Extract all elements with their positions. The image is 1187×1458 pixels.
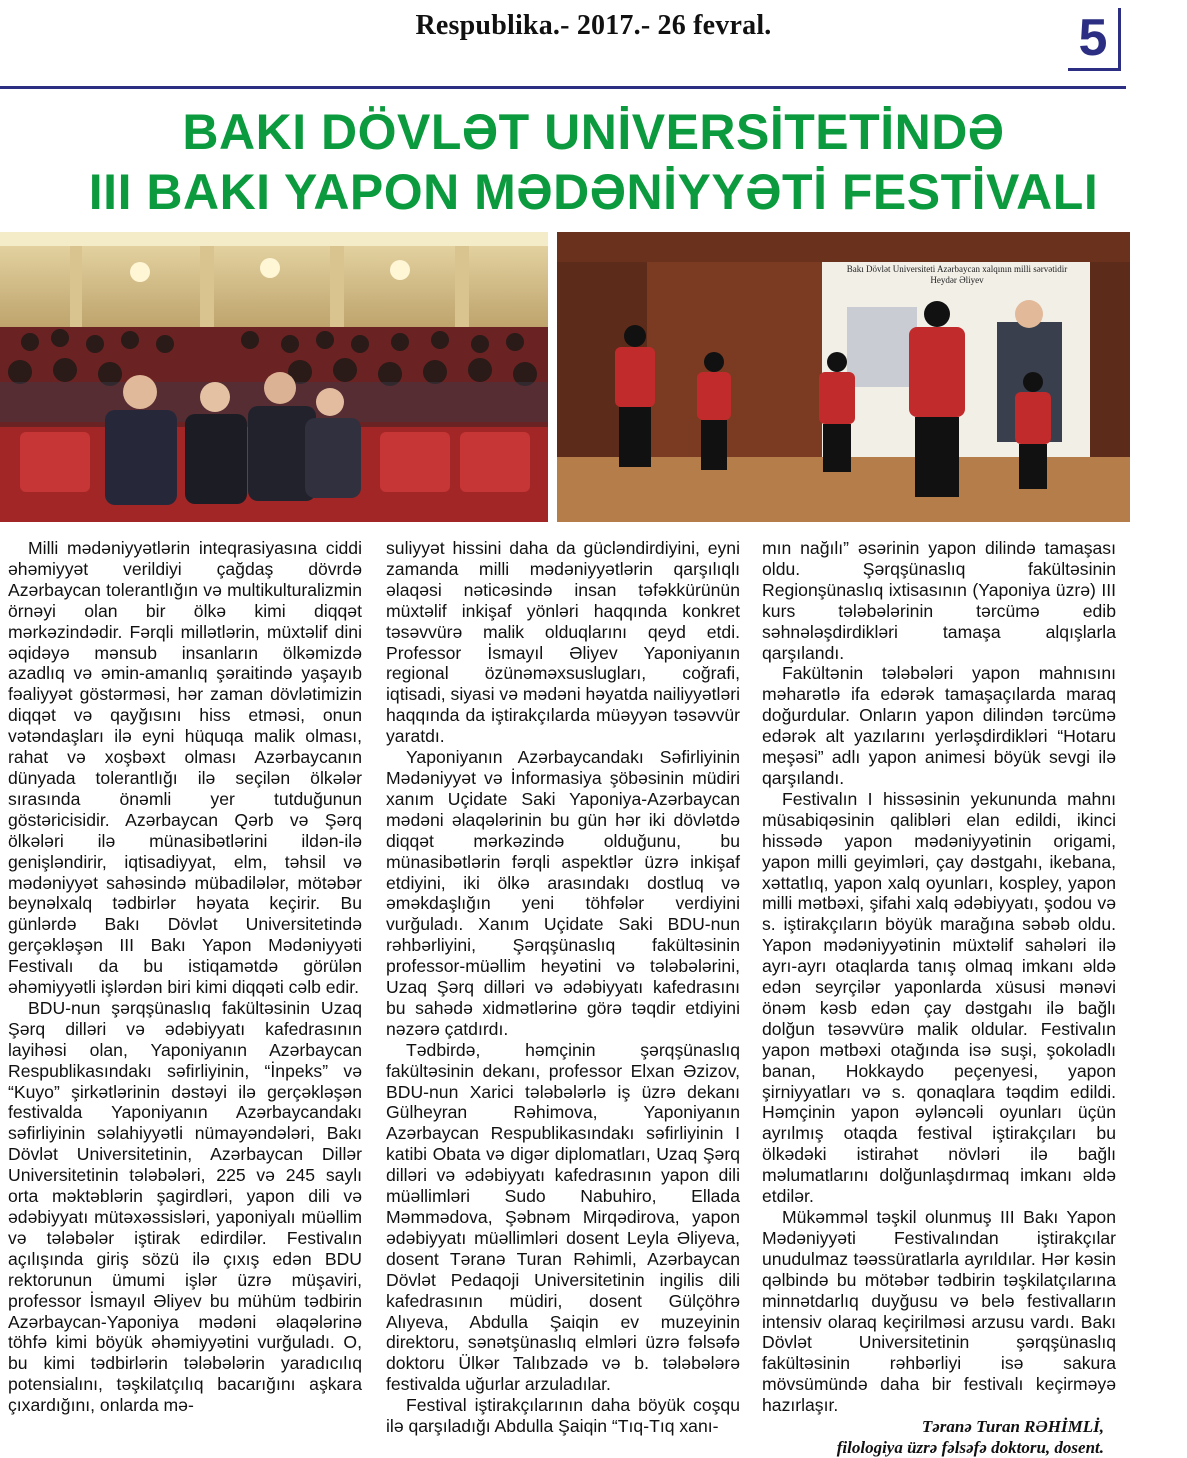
author-name: Təranə Turan RƏHİMLİ, <box>921 1417 1104 1437</box>
headline-line-2: III BAKI YAPON MƏDƏNİYYƏTİ FESTİVALI <box>88 164 1099 220</box>
author-title: filologiya üzrə fəlsəfə doktoru, dosent. <box>836 1438 1104 1458</box>
paragraph: Tədbirdə, həmçinin şərqşünaslıq fakültəsinin dekanı, professor Elxan Əzizov, BDU-nun Xarici tələbələrlə iş üzrə dekanı Gülheyran Rəhimova, Yaponiyanın Azərbaycan Respublikasındakı səfirliyinin I katibi Obata və digər diplomatları, Uzaq Şərq dilləri və ədəbiyyatı kafedrasının yapon dili müəllimləri Sudo Nabuhiro, Ellada Məmmədova, Şəbnəm Mirqədirova, yapon ədəbiyyatı müəllimləri dosent Leyla Əliyeva, dosent Təranə Turan Rəhimli, Azərbaycan Dövlət Pedaqoji Universitetinin ingilis dili kafedrasının müdiri, dosent Gülçöhrə Alıyeva, Abdulla Şaiqin ev muzeyinin direktoru, sənətşünaslıq elmləri üzrə fəlsəfə doktoru Ülkər Talıbzadə və b. tələbələrə festivalda uğurlar arzuladılar. <box>386 1039 740 1395</box>
article-column-3 <box>762 538 1116 1458</box>
paragraph: Festivalın I hissəsinin yekununda mahnı müsabiqəsinin qalibləri elan edildi, ikinci hissədə yapon mədəniyyətinin origami, yapon milli geyimləri, çay dəstgahı, ikebana, xəttatlıq, yapon xalq oyunları, kospley, yapon milli mətbəxi, şifahi xalq ədəbiyyatı, şodou və s. iştirakçıların böyük marağına səbəb oldu. Yapon mədəniyyətinin müxtəlif sahələri ilə ayrı-ayrı otaqlarda tanış olmaq imkanı əldə edən seyrçilər yaponlarda xüsusi mənəvi önəm kəsb edən çay dəstgahı ilə bağlı dolğun təsəvvürə malik oldular. Festivalın yapon mətbəxi otağında isə suşi, şokoladlı banan, Hokkaydo peçenyesi, yapon şirniyyatları və s. qonaqlara təqdim edildi. Həmçinin yapon əyləncəli oyunları üçün ayrılmış otaqda festival iştirakçıları bu ölkədəki istirahət növləri ilə bağlı məlumatlarını dolğunlaşdırmaq imkanı əldə etdilər. <box>762 788 1116 1207</box>
paragraph: Milli mədəniyyətlərin inteqrasiyasına ciddi əhəmiyyət verildiyi çağdaş dövrdə Azərbaycan tolerantlığın və multikulturalizmin örnəyi olan bir ölkə kimi diqqət mərkəzindədir. Fərqli millətlərin, müxtəlif dini əqidəyə mənsub insanların ölkəmizdə azadlıq və əmin-amanlıq şəraitində yaşayıb fəaliyyət göstərməsi, hər zaman dövlətimizin diqqət və qayğısını hiss etməsi, onun vətəndaşları ilə eyni hüquqa malik olması, rahat və xoşbəxt olması Azərbaycanın dünyada tolerantlığı ilə seçilən ölkələr sırasında önəmli yer tutduğunun göstəricisidir. Azərbaycan Qərb və Şərq ölkələri ilə münasibətlərini ildən-ilə genişləndirir, iqtisadiyyat, elm, təhsil və mədəniyyət sahəsində mübadilələr, mötəbər beynəlxalq tədbirlər həyata keçirir. Bu günlərdə Bakı Dövlət Universitetində gerçəkləşən III Bakı Yapon Mədəniyyəti Festivalı da bu istiqamətdə görülən əhəmiyyətli işlərdən biri kimi diqqəti cəlb edir. <box>8 538 362 998</box>
article-column-2 <box>386 538 740 1437</box>
paragraph: Festival iştirakçılarının daha böyük coşqu ilə qarşıladığı Abdulla Şaiqin “Tıq-Tıq xanı- <box>386 1395 740 1437</box>
page-number: 5 <box>1068 8 1121 71</box>
paragraph: mın nağılı” əsərinin yapon dilində tamaşası oldu. Şərqşünaslıq fakültəsinin Regionşünaslıq ixtisasının (Yaponiya üzrə) III kurs tələbələrinin tərcümə edib səhnələşdirdikləri tamaşa alqışlarla qarşılandı. <box>762 538 1116 663</box>
audience-photo <box>0 232 548 522</box>
stage-performance-photo <box>557 232 1130 522</box>
author-signature <box>762 1416 1116 1458</box>
header-rule <box>0 86 1126 89</box>
paragraph: BDU-nun şərqşünaslıq fakültəsinin Uzaq Şərq dilləri və ədəbiyyatı kafedrasının layihəsi olan, Yaponiyanın Azərbaycan Respublikasındakı səfirliyinin, “İnpeks” və “Kuyo” şirkətlərinin dəstəyi ilə gerçəkləşən festivalda Yaponiyanın Azərbaycandakı səfirliyinin səlahiyyətli nümayəndələri, Bakı Dövlət Universitetinin, Azərbaycan Dillər Universitetinin tələbələri, 225 və 245 saylı orta məktəblərin şagirdləri, yapon dili və ədəbiyyatı mütəxəssisləri, yaponiyalı müəllim və tələbələr iştirak edirdilər. Festivalın açılışında giriş sözü ilə çıxış edən BDU rektorunun ümumi işlər üzrə müşaviri, professor İsmayıl Əliyev bu mühüm tədbirin Azərbaycan-Yaponiya mədəni əlaqələrinə töhfə kimi böyük əhəmiyyətini vurğuladı. O, bu kimi tədbirlərin tələbələrin yaradıcılıq potensialını, təşkilatçılıq bacarığını aşkara çıxardığını, onlarda mə- <box>8 997 362 1416</box>
article-column-1 <box>8 538 362 1416</box>
headline-line-1: BAKI DÖVLƏT UNİVERSİTETİNDƏ <box>182 104 1005 160</box>
paragraph: Yaponiyanın Azərbaycandakı Səfirliyinin Mədəniyyət və İnformasiya şöbəsinin müdiri xanım Uçidate Saki Yaponiya-Azərbaycan mədəni əlaqələrinin bu gün hər iki dövlətdə diqqət mərkəzində olduğunu, bu münasibətlərin fərqli aspektlər üzrə inkişaf etdiyini, iki ölkə arasındakı dostluq və əməkdaşlığın yeni töhfələr verdiyini vurğuladı. Xanım Uçidate Saki BDU-nun rəhbərliyini, Şərqşünaslıq fakültəsinin professor-müəllim heyətini və tələbələrini, Uzaq Şərq dilləri və ədəbiyyatı kafedrasını bu sahədə xidmətlərinə görə təqdir etdiyini nəzərə çatdırdı. <box>386 747 740 1039</box>
paragraph: Fakültənin tələbələri yapon mahnısını məharətlə ifa edərək tamaşaçılarda maraq doğurdular. Onların yapon dilindən tərcümə edərək alt yazılarını yerləşdirdikləri “Hotaru meşəsi” adlı yapon animesi böyük sevgi ilə qarşılandı. <box>762 663 1116 788</box>
dateline: Respublika.- 2017.- 26 fevral. <box>415 10 772 41</box>
screen-caption-line-2: Heydər Əliyev <box>930 275 984 285</box>
headline <box>0 102 1187 222</box>
paragraph: Mükəmməl təşkil olunmuş III Bakı Yapon Mədəniyyəti Festivalından iştirakçılar unudulmaz təəssüratlarla ayrıldılar. Hər kəsin qəlbində bu mötəbər tədbirin təşkilatçılarına minnətdarlıq duyğusu və belə festivalların intensiv olaraq keçirilməsi arzusu vardı. Bakı Dövlət Universitetinin şərqşünaslıq fakültəsinin rəhbərliyi isə sakura mövsümündə daha bir festivalı keçirməyə hazırlaşır. <box>762 1207 1116 1416</box>
screen-caption-line-1: Bakı Dövlət Universiteti Azərbaycan xalqının milli sərvətidir <box>846 264 1068 274</box>
paragraph: suliyyət hissini daha da gücləndirdiyini, eyni zamanda milli mədəniyyətlərin qarşılıqlı əlaqəsi nəticəsində insan təfəkkürünün müxtəlif inkişaf yönləri haqqında konkret təsəvvürə malik olduqlarını qeyd etdi. Professor İsmayıl Əliyev Yaponiyanın regional özünəməxsuslugları, coğrafi, iqtisadi, siyasi və mədəni həyatda nailiyyətləri haqqında da iştirakçılarda müəyyən təsəvvür yaratdı. <box>386 538 741 747</box>
screen-caption <box>829 264 1085 286</box>
